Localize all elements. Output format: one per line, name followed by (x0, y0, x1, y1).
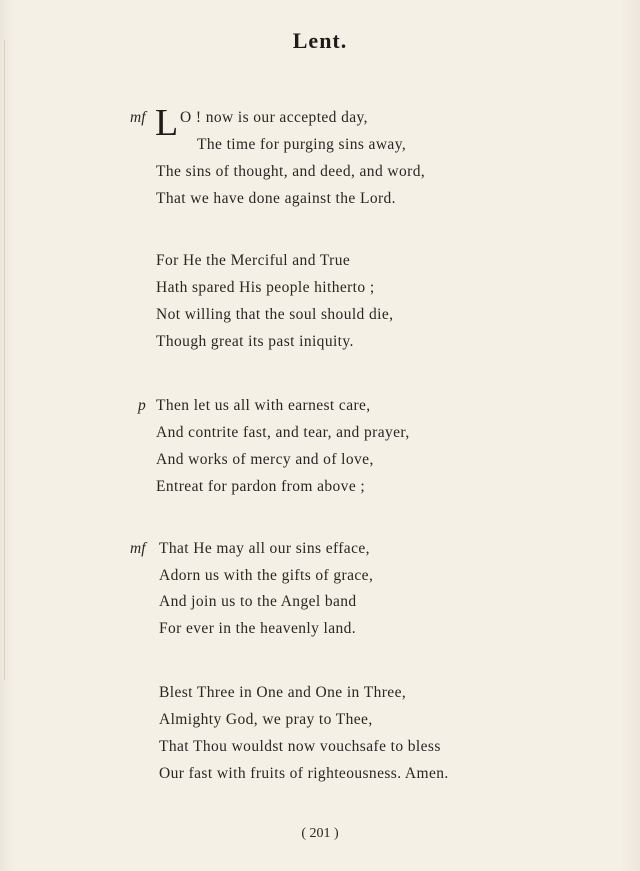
verse-line: For ever in the heavenly land. (159, 620, 357, 637)
verse-line: The time for purging sins away, (197, 136, 407, 153)
page-edge-shadow (4, 40, 5, 680)
verse-line: O ! now is our accepted day, (180, 109, 368, 126)
verse-line: For He the Merciful and True (156, 252, 351, 269)
verse-line: Not willing that the soul should die, (156, 306, 394, 323)
verse-line: Almighty God, we pray to Thee, (159, 711, 373, 728)
page-title: Lent. (292, 28, 348, 53)
verse-line: And join us to the Angel band (159, 593, 357, 610)
verse-line: That He may all our sins efface, (159, 540, 370, 557)
verse-line: Though great its past iniquity. (156, 333, 354, 350)
verse-line: Hath spared His people hitherto ; (156, 279, 375, 296)
page-number: ( 201 ) (301, 826, 339, 841)
drop-cap-letter: L (155, 102, 179, 144)
dynamic-mark-mf: mf (130, 109, 146, 126)
verse-line: And contrite fast, and tear, and prayer, (156, 424, 410, 441)
verse-line: Blest Three in One and One in Three, (159, 684, 407, 701)
verse-line: Adorn us with the gifts of grace, (159, 567, 374, 584)
verse-line: Then let us all with earnest care, (156, 397, 371, 414)
verse-line: And works of mercy and of love, (156, 451, 374, 468)
verse-line: That we have done against the Lord. (156, 190, 396, 207)
dynamic-mark-p: p (138, 397, 146, 414)
verse-line: Entreat for pardon from above ; (156, 478, 366, 495)
verse-line: Our fast with fruits of righteousness. Amen. (159, 765, 449, 782)
verse-line: The sins of thought, and deed, and word, (156, 163, 426, 180)
dynamic-mark-mf: mf (130, 540, 146, 557)
verse-line: That Thou wouldst now vouchsafe to bless (159, 738, 441, 755)
